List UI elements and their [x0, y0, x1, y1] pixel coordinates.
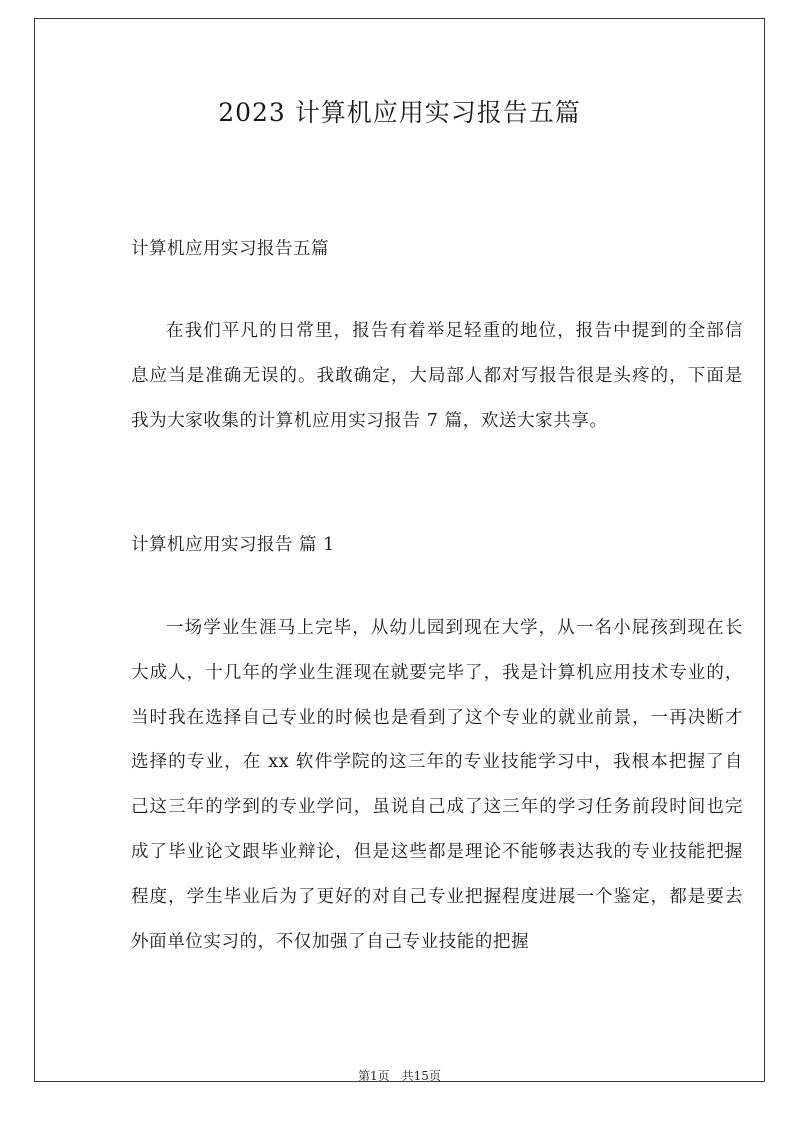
page-frame [34, 18, 765, 1082]
section-paragraph: 一场学业生涯马上完毕，从幼儿园到现在大学，从一名小屁孩到现在长大成人，十几年的学业生涯现在就要完毕了，我是计算机应用技术专业的，当时我在选择自己专业的时候也是看到了这个专业的就业前景，一再决断才选择的专业，在 xx 软件学院的这三年的专业技能学习中，我根本把握了自己这三年的学到的专业学问，虽说自己成了这三年的学习任务前段时间也完成了毕业论文跟毕业辩论，但是这些都是理论不能够表达我的专业技能把握程度，学生毕业后为了更好的对自己专业把握程度进展一个鉴定，都是要去外面单位实习的，不仅加强了自己专业技能的把握 [131, 618, 743, 952]
document-subtitle: 计算机应用实习报告五篇 [131, 239, 329, 259]
section-heading: 计算机应用实习报告 篇 1 [131, 535, 335, 555]
page-total: 共15页 [401, 1069, 441, 1083]
intro-paragraph: 在我们平凡的日常里，报告有着举足轻重的地位，报告中提到的全部信息应当是准确无误的。我敢确定，大局部人都对写报告很是头疼的，下面是我为大家收集的计算机应用实习报告 7 篇，欢送大家共享。 [131, 321, 743, 431]
page-footer [35, 1067, 764, 1084]
document-title: 2023 计算机应用实习报告五篇 [218, 98, 581, 127]
page-number: 第1页 [358, 1069, 390, 1083]
